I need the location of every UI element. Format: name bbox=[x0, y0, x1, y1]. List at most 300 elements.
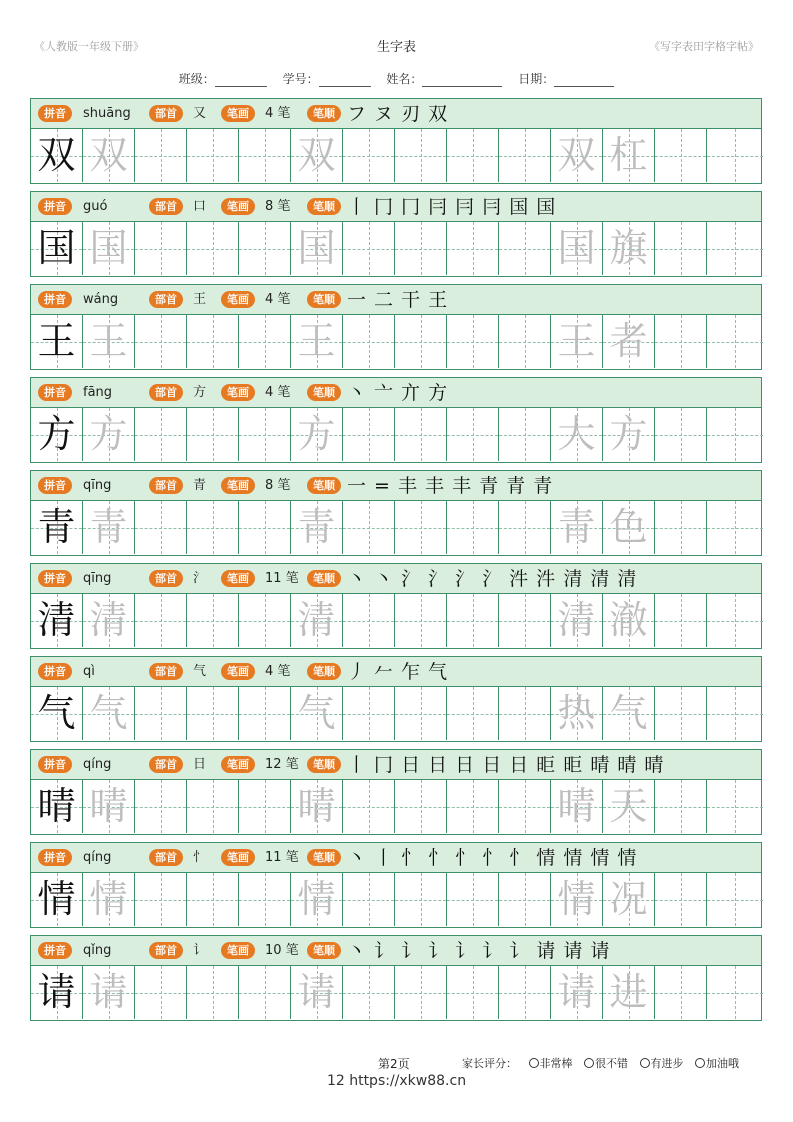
grid-cell[interactable] bbox=[707, 129, 763, 182]
grid-cell[interactable] bbox=[655, 594, 707, 647]
tianzige-grid bbox=[31, 687, 761, 741]
grid-cell[interactable] bbox=[239, 780, 291, 833]
stroke-count-tag: 笔画 bbox=[221, 570, 255, 587]
grid-cell[interactable] bbox=[31, 408, 83, 461]
radical-value: 又 bbox=[193, 106, 207, 121]
radio-circle-icon bbox=[695, 1058, 705, 1068]
grid-cell[interactable] bbox=[707, 408, 763, 461]
pinyin-value: qīng bbox=[83, 571, 112, 586]
grid-cell[interactable] bbox=[395, 594, 447, 647]
trace-character: 国 bbox=[297, 226, 336, 270]
grid-cell[interactable] bbox=[135, 501, 187, 554]
pinyin-tag: 拼音 bbox=[38, 756, 72, 773]
radical-value: 方 bbox=[193, 385, 207, 400]
grid-cell[interactable] bbox=[603, 408, 655, 461]
character-info-bar bbox=[31, 285, 761, 315]
grid-cell[interactable] bbox=[655, 780, 707, 833]
word-character-1: 热 bbox=[557, 691, 596, 735]
stroke-order-sequence: 一 二 干 王 bbox=[347, 289, 449, 311]
grid-cell[interactable] bbox=[135, 408, 187, 461]
model-character: 请 bbox=[37, 970, 76, 1014]
trace-character: 情 bbox=[297, 877, 336, 921]
grid-cell[interactable] bbox=[291, 873, 343, 926]
grid-cell[interactable] bbox=[395, 873, 447, 926]
tianzige-grid bbox=[31, 594, 761, 648]
grid-cell[interactable] bbox=[603, 129, 655, 182]
tianzige-grid bbox=[31, 966, 761, 1020]
grid-cell[interactable] bbox=[447, 780, 499, 833]
stroke-order-sequence: フ ヌ 刃 双 bbox=[347, 103, 449, 125]
pinyin-value: qíng bbox=[83, 757, 112, 772]
grid-cell[interactable] bbox=[447, 966, 499, 1019]
grid-cell[interactable] bbox=[447, 129, 499, 182]
rating-label: 家长评分： bbox=[462, 1057, 517, 1070]
trace-character: 方 bbox=[89, 412, 128, 456]
grid-cell[interactable] bbox=[603, 222, 655, 275]
pinyin-value: guó bbox=[83, 199, 108, 214]
grid-cell[interactable] bbox=[447, 408, 499, 461]
grid-cell[interactable] bbox=[655, 501, 707, 554]
grid-cell[interactable] bbox=[707, 873, 763, 926]
grid-cell[interactable] bbox=[447, 687, 499, 740]
grid-cell[interactable] bbox=[707, 780, 763, 833]
grid-cell[interactable] bbox=[707, 222, 763, 275]
grid-cell[interactable] bbox=[239, 222, 291, 275]
trace-character: 气 bbox=[297, 691, 336, 735]
rating-option-1[interactable]: 非常棒 bbox=[529, 1057, 573, 1070]
grid-cell[interactable] bbox=[187, 222, 239, 275]
model-character: 情 bbox=[37, 877, 76, 921]
radical-value: 气 bbox=[193, 664, 207, 679]
word-character-2: 况 bbox=[609, 877, 648, 921]
grid-cell[interactable] bbox=[291, 315, 343, 368]
tianzige-grid bbox=[31, 129, 761, 183]
stroke-count-tag: 笔画 bbox=[221, 291, 255, 308]
radical-value: 讠 bbox=[193, 943, 207, 958]
pinyin-tag: 拼音 bbox=[38, 942, 72, 959]
word-character-1: 国 bbox=[557, 226, 596, 270]
stroke-order-sequence: 丿 𠂉 乍 气 bbox=[347, 661, 449, 683]
grid-cell[interactable] bbox=[499, 501, 551, 554]
grid-cell[interactable] bbox=[239, 873, 291, 926]
grid-cell[interactable] bbox=[239, 594, 291, 647]
grid-cell[interactable] bbox=[31, 687, 83, 740]
radical-tag: 部首 bbox=[149, 942, 183, 959]
radical-tag: 部首 bbox=[149, 105, 183, 122]
stroke-count-value: 11 笔 bbox=[265, 571, 299, 586]
character-block bbox=[30, 377, 762, 463]
grid-cell[interactable] bbox=[343, 687, 395, 740]
grid-cell[interactable] bbox=[343, 222, 395, 275]
grid-cell[interactable] bbox=[83, 315, 135, 368]
stroke-order-tag: 笔顺 bbox=[307, 384, 341, 401]
pinyin-tag: 拼音 bbox=[38, 291, 72, 308]
grid-cell[interactable] bbox=[343, 408, 395, 461]
grid-cell[interactable] bbox=[499, 780, 551, 833]
stroke-count-value: 8 笔 bbox=[265, 478, 291, 493]
tianzige-grid bbox=[31, 501, 761, 555]
stroke-count-value: 4 笔 bbox=[265, 664, 291, 679]
grid-cell[interactable] bbox=[291, 966, 343, 1019]
trace-character: 青 bbox=[89, 505, 128, 549]
grid-cell[interactable] bbox=[31, 966, 83, 1019]
grid-cell[interactable] bbox=[239, 687, 291, 740]
grid-cell[interactable] bbox=[239, 966, 291, 1019]
character-info-bar bbox=[31, 192, 761, 222]
radical-tag: 部首 bbox=[149, 570, 183, 587]
pinyin-value: qì bbox=[83, 664, 95, 679]
grid-cell[interactable] bbox=[31, 315, 83, 368]
pinyin-tag: 拼音 bbox=[38, 570, 72, 587]
grid-cell[interactable] bbox=[551, 594, 603, 647]
grid-cell[interactable] bbox=[551, 873, 603, 926]
grid-cell[interactable] bbox=[551, 129, 603, 182]
grid-cell[interactable] bbox=[187, 873, 239, 926]
radical-tag: 部首 bbox=[149, 291, 183, 308]
grid-cell[interactable] bbox=[707, 315, 763, 368]
grid-cell[interactable] bbox=[655, 408, 707, 461]
grid-cell[interactable] bbox=[707, 501, 763, 554]
pinyin-tag: 拼音 bbox=[38, 477, 72, 494]
grid-cell[interactable] bbox=[343, 873, 395, 926]
grid-cell[interactable] bbox=[187, 501, 239, 554]
tianzige-grid bbox=[31, 780, 761, 834]
grid-cell[interactable] bbox=[135, 873, 187, 926]
grid-cell[interactable] bbox=[291, 129, 343, 182]
grid-cell[interactable] bbox=[31, 873, 83, 926]
character-info-bar bbox=[31, 564, 761, 594]
stroke-order-tag: 笔顺 bbox=[307, 291, 341, 308]
trace-character: 双 bbox=[89, 133, 128, 177]
grid-cell[interactable] bbox=[499, 966, 551, 1019]
model-character: 气 bbox=[37, 691, 76, 735]
pinyin-tag: 拼音 bbox=[38, 384, 72, 401]
grid-cell[interactable] bbox=[343, 780, 395, 833]
trace-character: 方 bbox=[297, 412, 336, 456]
grid-cell[interactable] bbox=[655, 129, 707, 182]
grid-cell[interactable] bbox=[135, 129, 187, 182]
trace-character: 国 bbox=[89, 226, 128, 270]
stroke-order-tag: 笔顺 bbox=[307, 570, 341, 587]
model-character: 清 bbox=[37, 598, 76, 642]
grid-cell[interactable] bbox=[603, 966, 655, 1019]
model-character: 方 bbox=[37, 412, 76, 456]
character-block bbox=[30, 749, 762, 835]
grid-cell[interactable] bbox=[135, 222, 187, 275]
word-character-1: 双 bbox=[557, 133, 596, 177]
pinyin-tag: 拼音 bbox=[38, 198, 72, 215]
grid-cell[interactable] bbox=[655, 687, 707, 740]
stroke-count-tag: 笔画 bbox=[221, 198, 255, 215]
grid-cell[interactable] bbox=[499, 129, 551, 182]
stroke-order-sequence: 丨 冂 冂 冃 冃 冃 国 国 bbox=[347, 196, 557, 218]
stroke-order-tag: 笔顺 bbox=[307, 756, 341, 773]
pinyin-value: shuāng bbox=[83, 106, 131, 121]
radical-value: 氵 bbox=[193, 571, 207, 586]
date-label: 日期： bbox=[518, 72, 555, 86]
stroke-count-value: 4 笔 bbox=[265, 385, 291, 400]
stroke-count-value: 4 笔 bbox=[265, 106, 291, 121]
trace-character: 请 bbox=[89, 970, 128, 1014]
character-info-bar bbox=[31, 471, 761, 501]
rating-option-2[interactable]: 很不错 bbox=[584, 1057, 628, 1070]
stroke-count-value: 11 笔 bbox=[265, 850, 299, 865]
grid-cell[interactable] bbox=[83, 687, 135, 740]
grid-cell[interactable] bbox=[655, 315, 707, 368]
pinyin-tag: 拼音 bbox=[38, 663, 72, 680]
grid-cell[interactable] bbox=[603, 687, 655, 740]
radical-value: 王 bbox=[193, 292, 207, 307]
grid-cell[interactable] bbox=[239, 129, 291, 182]
character-block bbox=[30, 470, 762, 556]
radical-value: 青 bbox=[193, 478, 207, 493]
model-character: 国 bbox=[37, 226, 76, 270]
character-block bbox=[30, 935, 762, 1021]
radical-tag: 部首 bbox=[149, 756, 183, 773]
character-info-bar bbox=[31, 750, 761, 780]
stroke-count-value: 8 笔 bbox=[265, 199, 291, 214]
grid-cell[interactable] bbox=[551, 966, 603, 1019]
radical-tag: 部首 bbox=[149, 849, 183, 866]
rating-option-4[interactable]: 加油哦 bbox=[695, 1057, 739, 1070]
class-field[interactable] bbox=[215, 74, 267, 87]
grid-cell[interactable] bbox=[291, 687, 343, 740]
grid-cell[interactable] bbox=[31, 222, 83, 275]
word-character-2: 旗 bbox=[609, 226, 648, 270]
grid-cell[interactable] bbox=[343, 966, 395, 1019]
pinyin-value: fāng bbox=[83, 385, 113, 400]
grid-cell[interactable] bbox=[187, 129, 239, 182]
page-title: 生字表 bbox=[376, 40, 416, 55]
grid-cell[interactable] bbox=[499, 315, 551, 368]
grid-cell[interactable] bbox=[83, 966, 135, 1019]
grid-cell[interactable] bbox=[83, 594, 135, 647]
name-field[interactable] bbox=[422, 74, 502, 87]
grid-cell[interactable] bbox=[603, 594, 655, 647]
pinyin-value: qīng bbox=[83, 478, 112, 493]
tianzige-grid bbox=[31, 873, 761, 927]
word-character-1: 青 bbox=[557, 505, 596, 549]
grid-cell[interactable] bbox=[499, 594, 551, 647]
grid-cell[interactable] bbox=[31, 594, 83, 647]
grid-cell[interactable] bbox=[447, 873, 499, 926]
grid-cell[interactable] bbox=[83, 129, 135, 182]
grid-cell[interactable] bbox=[707, 687, 763, 740]
grid-cell[interactable] bbox=[31, 780, 83, 833]
grid-cell[interactable] bbox=[239, 315, 291, 368]
date-field[interactable] bbox=[554, 74, 614, 87]
grid-cell[interactable] bbox=[551, 501, 603, 554]
word-character-2: 方 bbox=[609, 412, 648, 456]
trace-character: 清 bbox=[89, 598, 128, 642]
grid-cell[interactable] bbox=[239, 408, 291, 461]
class-label: 班级： bbox=[178, 72, 215, 86]
number-field[interactable] bbox=[319, 74, 371, 87]
grid-cell[interactable] bbox=[655, 873, 707, 926]
grid-cell[interactable] bbox=[395, 966, 447, 1019]
trace-character: 晴 bbox=[89, 784, 128, 828]
radio-circle-icon bbox=[529, 1058, 539, 1068]
grid-cell[interactable] bbox=[291, 780, 343, 833]
stroke-count-tag: 笔画 bbox=[221, 756, 255, 773]
name-label: 姓名： bbox=[386, 72, 423, 86]
trace-character: 晴 bbox=[297, 784, 336, 828]
trace-character: 请 bbox=[297, 970, 336, 1014]
grid-cell[interactable] bbox=[187, 966, 239, 1019]
grid-cell[interactable] bbox=[603, 780, 655, 833]
number-label: 学号： bbox=[282, 72, 319, 86]
stroke-count-tag: 笔画 bbox=[221, 384, 255, 401]
character-block bbox=[30, 656, 762, 742]
word-character-2: 者 bbox=[609, 319, 648, 363]
grid-cell[interactable] bbox=[239, 501, 291, 554]
grid-cell[interactable] bbox=[655, 222, 707, 275]
stroke-order-sequence: 一 = 丰 丰 丰 青 青 青 bbox=[347, 475, 554, 497]
student-info-line bbox=[0, 70, 793, 87]
word-character-1: 王 bbox=[557, 319, 596, 363]
grid-cell[interactable] bbox=[551, 780, 603, 833]
watermark: 12 https://xkw88.cn bbox=[326, 1073, 467, 1089]
grid-cell[interactable] bbox=[395, 129, 447, 182]
stroke-count-tag: 笔画 bbox=[221, 663, 255, 680]
grid-cell[interactable] bbox=[551, 315, 603, 368]
grid-cell[interactable] bbox=[499, 222, 551, 275]
grid-cell[interactable] bbox=[83, 408, 135, 461]
stroke-order-sequence: 丶 讠 讠 讠 讠 讠 讠 请 请 请 bbox=[347, 940, 611, 962]
grid-cell[interactable] bbox=[447, 315, 499, 368]
grid-cell[interactable] bbox=[343, 501, 395, 554]
pinyin-value: qǐng bbox=[83, 943, 112, 958]
radio-circle-icon bbox=[640, 1058, 650, 1068]
stroke-order-tag: 笔顺 bbox=[307, 849, 341, 866]
grid-cell[interactable] bbox=[499, 687, 551, 740]
grid-cell[interactable] bbox=[83, 873, 135, 926]
grid-cell[interactable] bbox=[447, 594, 499, 647]
grid-cell[interactable] bbox=[135, 315, 187, 368]
stroke-order-tag: 笔顺 bbox=[307, 105, 341, 122]
grid-cell[interactable] bbox=[187, 315, 239, 368]
word-character-1: 清 bbox=[557, 598, 596, 642]
grid-cell[interactable] bbox=[499, 408, 551, 461]
grid-cell[interactable] bbox=[291, 594, 343, 647]
radical-tag: 部首 bbox=[149, 477, 183, 494]
grid-cell[interactable] bbox=[343, 315, 395, 368]
grid-cell[interactable] bbox=[447, 222, 499, 275]
stroke-count-value: 10 笔 bbox=[265, 943, 299, 958]
character-block bbox=[30, 563, 762, 649]
stroke-count-value: 4 笔 bbox=[265, 292, 291, 307]
grid-cell[interactable] bbox=[603, 315, 655, 368]
trace-character: 王 bbox=[89, 319, 128, 363]
grid-cell[interactable] bbox=[655, 966, 707, 1019]
stroke-order-sequence: 丨 冂 日 日 日 日 日 昛 昛 晴 晴 晴 bbox=[347, 754, 665, 776]
character-info-bar bbox=[31, 843, 761, 873]
grid-cell[interactable] bbox=[291, 222, 343, 275]
grid-cell[interactable] bbox=[707, 594, 763, 647]
trace-character: 双 bbox=[297, 133, 336, 177]
trace-character: 情 bbox=[89, 877, 128, 921]
radical-tag: 部首 bbox=[149, 384, 183, 401]
grid-cell[interactable] bbox=[395, 222, 447, 275]
grid-cell[interactable] bbox=[395, 780, 447, 833]
character-info-bar bbox=[31, 936, 761, 966]
pinyin-tag: 拼音 bbox=[38, 849, 72, 866]
character-block bbox=[30, 284, 762, 370]
word-character-1: 晴 bbox=[557, 784, 596, 828]
grid-cell[interactable] bbox=[135, 966, 187, 1019]
grid-cell[interactable] bbox=[135, 594, 187, 647]
character-info-bar bbox=[31, 657, 761, 687]
character-block bbox=[30, 191, 762, 277]
grid-cell[interactable] bbox=[603, 501, 655, 554]
stroke-count-value: 12 笔 bbox=[265, 757, 299, 772]
grid-cell[interactable] bbox=[395, 315, 447, 368]
grid-cell[interactable] bbox=[551, 408, 603, 461]
grid-cell[interactable] bbox=[707, 966, 763, 1019]
grid-cell[interactable] bbox=[395, 501, 447, 554]
stroke-order-tag: 笔顺 bbox=[307, 942, 341, 959]
radio-circle-icon bbox=[584, 1058, 594, 1068]
grid-cell[interactable] bbox=[551, 222, 603, 275]
stroke-order-sequence: 丶 丶 氵 氵 氵 氵 汼 汼 清 清 清 bbox=[347, 568, 638, 590]
character-block bbox=[30, 98, 762, 184]
grid-cell[interactable] bbox=[187, 594, 239, 647]
word-character-2: 气 bbox=[609, 691, 648, 735]
word-character-2: 天 bbox=[609, 784, 648, 828]
character-info-bar bbox=[31, 378, 761, 408]
grid-cell[interactable] bbox=[135, 687, 187, 740]
grid-cell[interactable] bbox=[187, 780, 239, 833]
grid-cell[interactable] bbox=[551, 687, 603, 740]
grid-cell[interactable] bbox=[187, 687, 239, 740]
grid-cell[interactable] bbox=[395, 687, 447, 740]
grid-cell[interactable] bbox=[187, 408, 239, 461]
grid-cell[interactable] bbox=[135, 780, 187, 833]
grid-cell[interactable] bbox=[83, 222, 135, 275]
grid-cell[interactable] bbox=[603, 873, 655, 926]
grid-cell[interactable] bbox=[499, 873, 551, 926]
stroke-count-tag: 笔画 bbox=[221, 849, 255, 866]
grid-cell[interactable] bbox=[343, 594, 395, 647]
trace-character: 王 bbox=[297, 319, 336, 363]
character-info-bar bbox=[31, 99, 761, 129]
model-character: 青 bbox=[37, 505, 76, 549]
stroke-order-tag: 笔顺 bbox=[307, 198, 341, 215]
trace-character: 清 bbox=[297, 598, 336, 642]
grid-cell[interactable] bbox=[291, 501, 343, 554]
grid-cell[interactable] bbox=[31, 129, 83, 182]
stroke-count-tag: 笔画 bbox=[221, 477, 255, 494]
grid-cell[interactable] bbox=[395, 408, 447, 461]
model-character: 双 bbox=[37, 133, 76, 177]
pinyin-value: qíng bbox=[83, 850, 112, 865]
grid-cell[interactable] bbox=[343, 129, 395, 182]
model-character: 晴 bbox=[37, 784, 76, 828]
word-character-2: 色 bbox=[609, 505, 648, 549]
grid-cell[interactable] bbox=[83, 780, 135, 833]
grid-cell[interactable] bbox=[447, 501, 499, 554]
word-character-1: 请 bbox=[557, 970, 596, 1014]
word-character-1: 大 bbox=[557, 412, 596, 456]
radical-value: 日 bbox=[193, 757, 207, 772]
grid-cell[interactable] bbox=[291, 408, 343, 461]
grid-cell[interactable] bbox=[83, 501, 135, 554]
word-character-1: 情 bbox=[557, 877, 596, 921]
grid-cell[interactable] bbox=[31, 501, 83, 554]
word-character-2: 进 bbox=[609, 970, 648, 1014]
rating-option-3[interactable]: 有进步 bbox=[640, 1057, 684, 1070]
trace-character: 气 bbox=[89, 691, 128, 735]
